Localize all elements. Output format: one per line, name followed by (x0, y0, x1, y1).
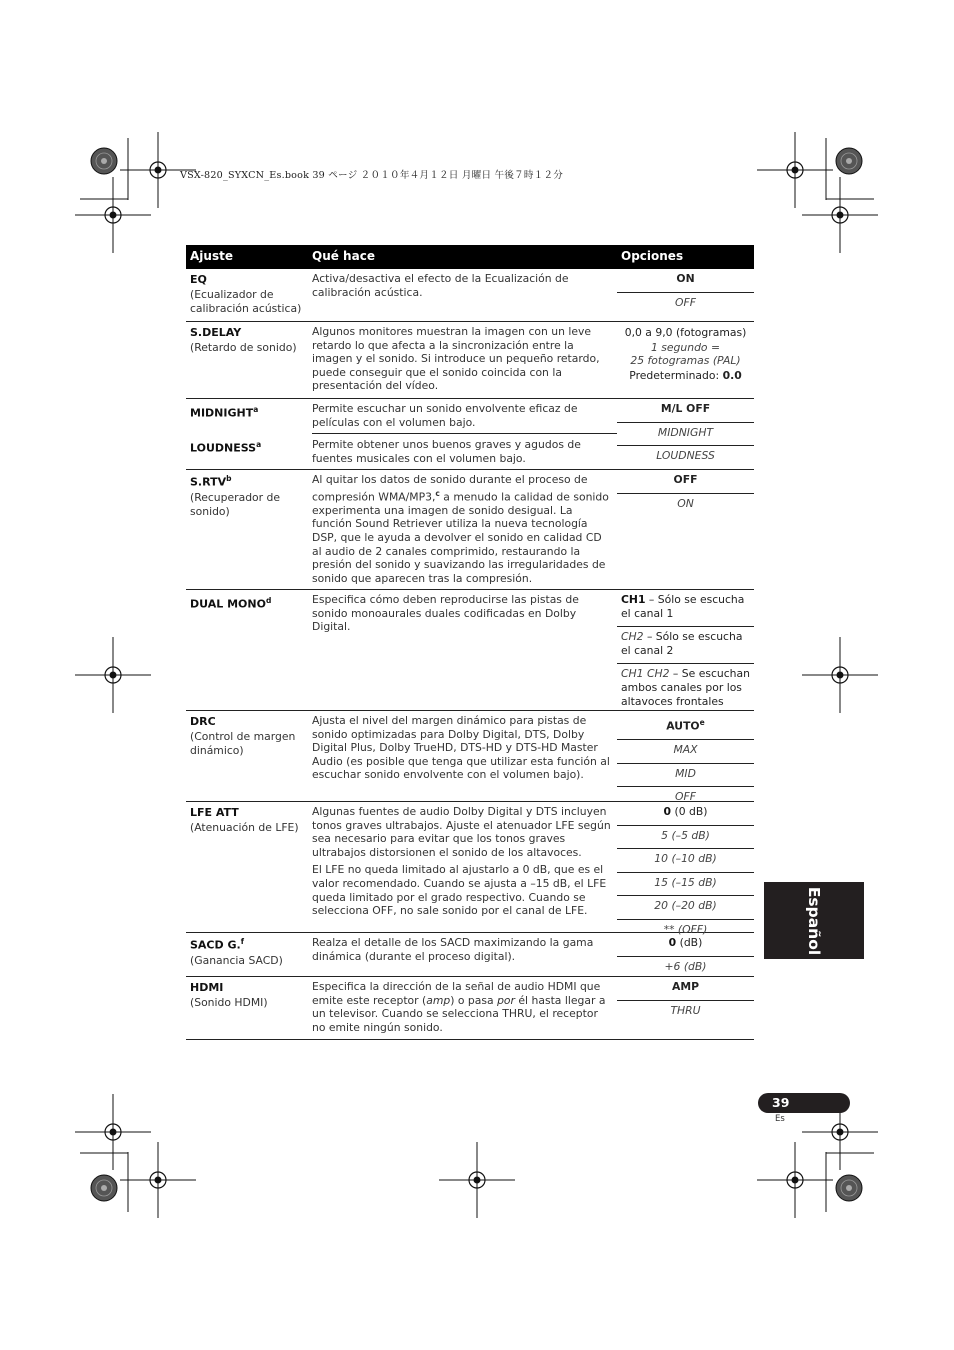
option-key: 0 (663, 805, 672, 818)
setting-desc: El LFE no queda limitado al ajustarlo a 0 dB, que es el valor recomendado. Cuando se ajusta a –15 dB, el LFE queda limitado por el grado respectivo. Cuando se selecciona OFF, no sale sonido por el canal de LFE. (312, 863, 607, 918)
setting-sub: (Ecualizador de calibración acústica) (190, 288, 302, 315)
setting-name (190, 440, 308, 455)
option-text: (dB) (676, 936, 703, 949)
page-number-badge (758, 1093, 850, 1113)
setting-sub: (Control de margen dinámico) (190, 730, 296, 757)
option-default (617, 368, 754, 384)
setting-desc: Algunos monitores muestran la imagen con un leve retardo lo que afecta a la sincronización entre la imagen y el sonido. Si introduce un pequeño retardo, puede conseguir que el sonido coincida con la presentación del vídeo. (312, 325, 600, 393)
option (617, 664, 754, 714)
option: MIDNIGHT (617, 423, 754, 447)
footnote-ref: e (699, 718, 705, 727)
setting-name (190, 405, 308, 420)
setting-name (190, 937, 308, 952)
language-side-tab (764, 882, 864, 959)
option: 15 (–15 dB) (617, 873, 754, 897)
name-text: MIDNIGHT (190, 406, 254, 420)
setting-name: DRC (190, 715, 216, 728)
footnote-ref: c (435, 488, 440, 498)
option: ** (OFF) (663, 922, 708, 936)
option-text: AUTO (666, 719, 700, 733)
table-row-dualmono (186, 590, 754, 711)
option: OFF (675, 295, 696, 309)
setting-desc: Algunas fuentes de audio Dolby Digital y DTS incluyen tonos graves ultrabajos. Ajuste el atenuador LFE según sea necesario para evitar que los tonos graves ultrabajos distorsionen el sonido de los altavoces. (312, 805, 611, 859)
option: AMP (617, 977, 754, 1001)
name-text: SACD G. (190, 938, 241, 952)
page-number: 39 (772, 1095, 790, 1110)
option-note: 25 fotogramas (PAL) (630, 354, 741, 367)
option: +6 (dB) (664, 959, 707, 973)
page-language-code: Es (775, 1114, 785, 1124)
name-text: DUAL MONO (190, 597, 266, 611)
table-row-hdmi (186, 977, 754, 1040)
footnote-ref: a (256, 439, 262, 449)
table-row-drc (186, 711, 754, 802)
setting-name (190, 474, 308, 489)
option-note: 1 segundo = (650, 340, 721, 354)
option: ON (617, 269, 754, 293)
option: LOUDNESS (656, 449, 715, 463)
name-text: LOUDNESS (190, 441, 257, 455)
footnote-ref: a (253, 405, 259, 414)
file-info-header: VSX-820_SYXCN_Es.book 39 ページ ２０１０年４月１２日 月曜日 午後７時１２分 (180, 170, 564, 181)
option-range: 0,0 a 9,0 (fotogramas) (624, 326, 747, 339)
col-que-hace: Qué hace (312, 249, 375, 263)
table-row-srtv (186, 470, 754, 590)
option-key: CH2 (621, 630, 644, 644)
option-key: CH1 CH2 (621, 667, 670, 681)
setting-desc: Realza el detalle de los SACD maximizando la gama dinámica (durante el proceso digital). (312, 936, 594, 963)
option: MAX (617, 740, 754, 764)
setting-desc (312, 473, 614, 585)
setting-sub: (Sonido HDMI) (190, 996, 268, 1009)
footnote-ref: b (226, 474, 232, 483)
option (617, 627, 754, 664)
setting-desc: Activa/desactiva el efecto de la Ecualización de calibración acústica. (312, 272, 569, 299)
table-row-sacd (186, 933, 754, 977)
option: 5 (–5 dB) (617, 826, 754, 850)
table-header (186, 245, 754, 269)
setting-name: S.DELAY (190, 326, 242, 339)
setting-sub: (Retardo de sonido) (190, 341, 297, 354)
option-text: – Se escuchan ambos canales por los altavoces frontales (621, 667, 750, 708)
desc-text: a menudo la calidad de sonido experimenta una imagen de sonido desigual. La función Sound Retriever utiliza la nueva tecnología DSP, que le ayuda a devolver el sonido en calidad CD al audio de 2 canales comprimido, restaurando la presión del sonido y suavizando las irregularidades de sonido que aparecen tras la compresión. (312, 490, 609, 585)
option: OFF (675, 790, 696, 804)
option-key: CH1 (621, 593, 646, 606)
setting-desc: Permite escuchar un sonido envolvente eficaz de películas con el volumen bajo. (312, 402, 617, 434)
setting-desc: Ajusta el nivel del margen dinámico para pistas de sonido optimizadas para Dolby Digital, DTS, Dolby Digital Plus, Dolby TrueHD, DTS-HD y DTS-HD Master Audio (es posible que tenga que utilizar esta función al escuchar sonido envolvente con el volumen bajo). (312, 714, 610, 782)
option: M/L OFF (617, 399, 754, 423)
option: OFF (617, 470, 754, 494)
option-text: (0 dB) (671, 805, 708, 818)
setting-desc (312, 980, 614, 1034)
language-tab-label: Español (805, 886, 823, 955)
default-label: Predeterminado: (629, 368, 720, 382)
settings-table (186, 245, 754, 1040)
table-row-sdelay (186, 322, 754, 399)
option (617, 711, 754, 740)
desc-italic: amp (426, 993, 451, 1007)
setting-sub: (Recuperador de sonido) (190, 490, 281, 518)
footnote-ref: d (265, 596, 272, 605)
table-row-lfeatt (186, 802, 754, 936)
desc-text: él hasta llegar a un televisor. Cuando se selecciona THRU, el receptor no emite ningún sonido. (312, 993, 606, 1034)
table-row-midnight-loudness (186, 399, 754, 470)
option: 20 (–20 dB) (617, 896, 754, 920)
option (617, 802, 754, 826)
default-value: 0.0 (722, 368, 742, 382)
setting-sub: (Ganancia SACD) (190, 953, 283, 967)
option-text: – Sólo se escucha el canal 2 (621, 630, 743, 657)
setting-sub: (Atenuación de LFE) (190, 821, 299, 834)
option (617, 590, 754, 627)
col-ajuste: Ajuste (190, 249, 233, 263)
option: 10 (–10 dB) (617, 849, 754, 873)
setting-name: LFE ATT (190, 806, 239, 819)
setting-name: HDMI (190, 981, 224, 994)
table-row-eq (186, 269, 754, 322)
setting-desc: Permite obtener unos buenos graves y agudos de fuentes musicales con el volumen bajo. (312, 438, 581, 465)
name-text: S.RTV (190, 475, 227, 489)
option (617, 933, 754, 957)
desc-italic: por (497, 993, 515, 1007)
desc-text: Especifica la dirección de la señal de audio HDMI que emite este receptor ( (312, 980, 601, 1007)
setting-name (190, 596, 308, 611)
option: THRU (670, 1003, 701, 1017)
option-text: – Sólo se escucha el canal 1 (621, 593, 745, 620)
col-opciones: Opciones (621, 249, 684, 263)
setting-desc: Especifica cómo deben reproducirse las pistas de sonido monoaurales duales codificadas en Dolby Digital. (312, 593, 579, 634)
desc-text: ) o pasa (450, 993, 498, 1007)
option-key: 0 (668, 936, 677, 949)
desc-text: Al quitar los datos de sonido durante el proceso de compresión WMA/MP3, (312, 473, 588, 504)
setting-name: EQ (190, 273, 207, 286)
option: ON (677, 496, 694, 510)
footnote-ref: f (240, 937, 244, 946)
option: MID (617, 764, 754, 788)
